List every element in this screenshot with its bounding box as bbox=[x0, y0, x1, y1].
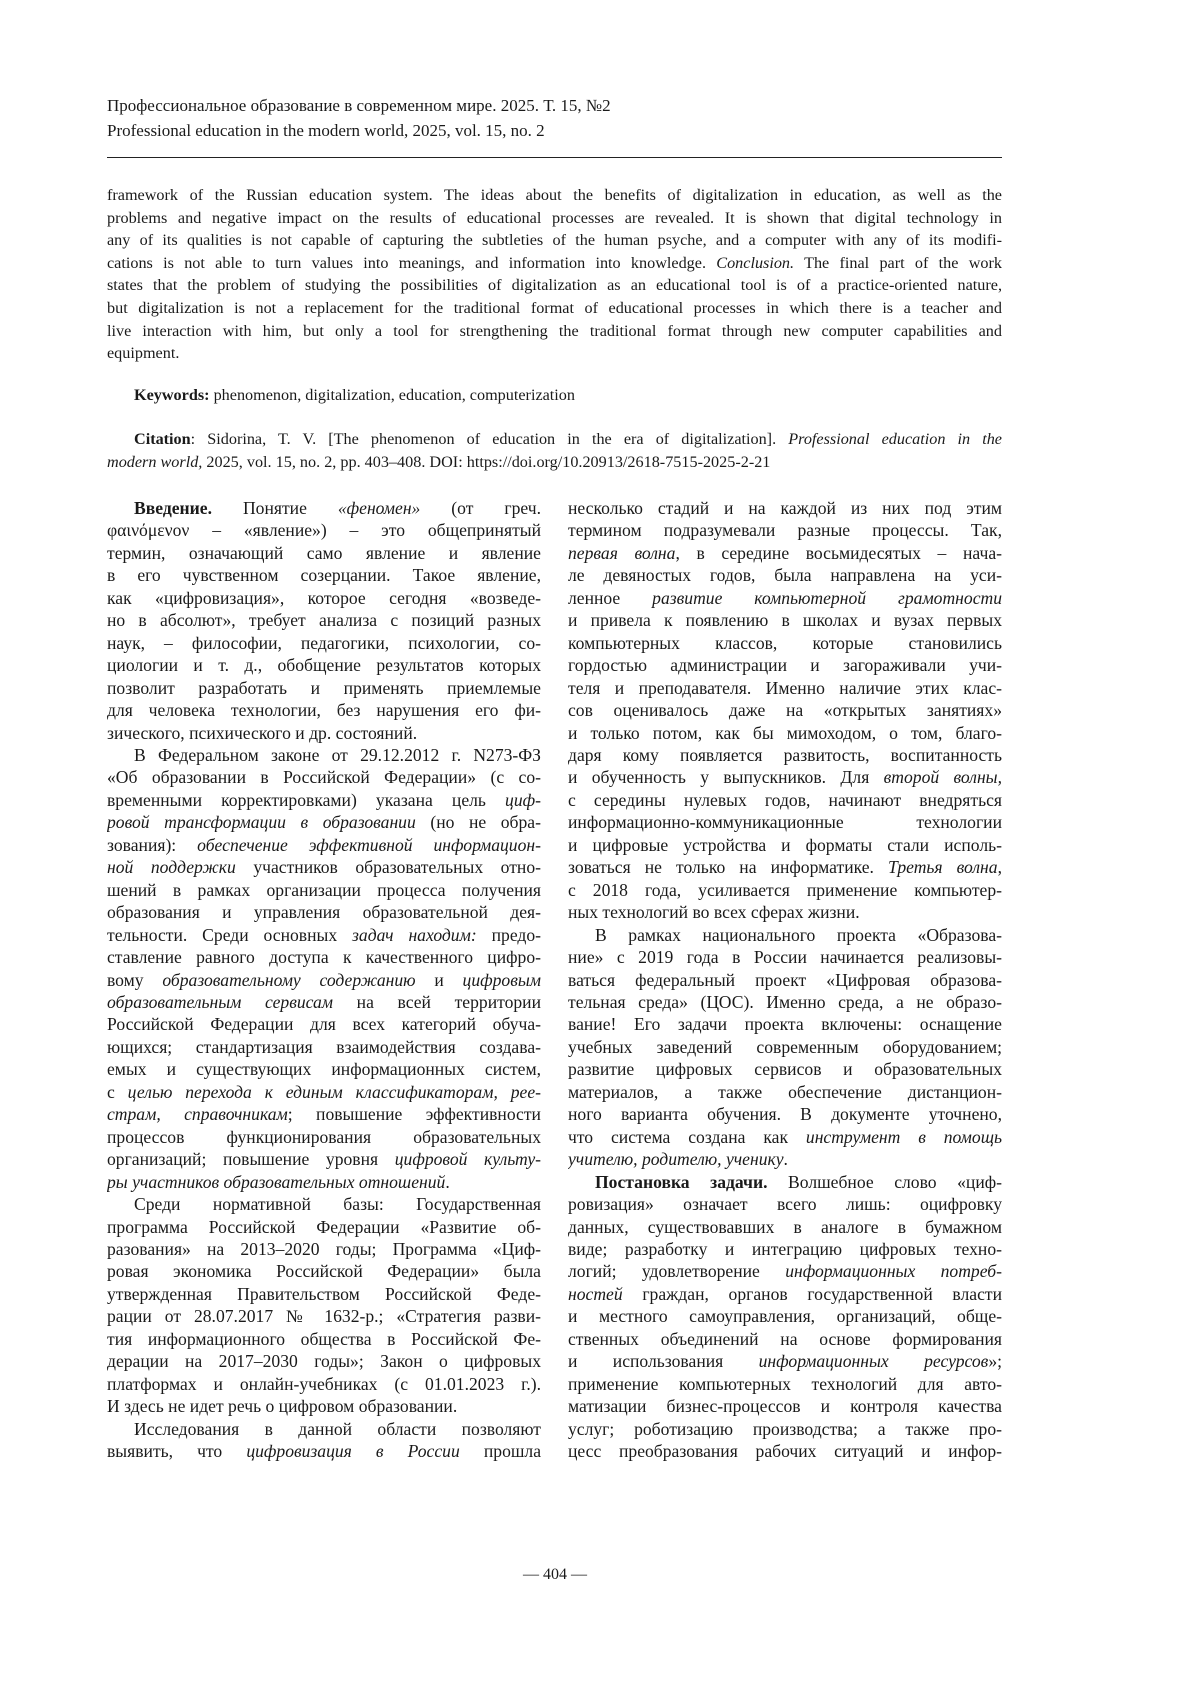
text-segment: дерации на 2017–2030 годы»; Закон о цифровых bbox=[107, 1351, 541, 1371]
text-segment: рации от 28.07.2017 № 1632-р.; «Стратегия разви- bbox=[107, 1306, 541, 1326]
text-line bbox=[568, 901, 1002, 923]
citation bbox=[107, 428, 1002, 473]
text-segment: Исследования в данной области позволяют bbox=[134, 1419, 541, 1439]
text-segment: участников образовательных отно- bbox=[236, 857, 541, 877]
text-segment: зического, психического и др. состояний. bbox=[107, 723, 417, 743]
italic-text: циф- bbox=[505, 790, 541, 810]
paragraph bbox=[568, 1171, 1002, 1463]
text-segment: образования и управления образовательной дея- bbox=[107, 902, 541, 922]
text-segment: «Об образовании в Российской Федерации» (с со- bbox=[107, 767, 541, 787]
text-segment: виде; разработку и интеграцию цифровых техно- bbox=[568, 1239, 1002, 1259]
text-segment: и использования bbox=[568, 1351, 759, 1371]
text-line bbox=[568, 1283, 1002, 1305]
text-segment: на всей территории bbox=[333, 992, 541, 1012]
text-segment: , bbox=[998, 857, 1002, 877]
text-segment: cations is not able to turn values into meanings, and information into knowledge. bbox=[107, 254, 716, 272]
text-line bbox=[107, 1081, 541, 1103]
text-line bbox=[107, 587, 541, 609]
bold-text: Citation bbox=[134, 430, 191, 448]
paragraph bbox=[568, 924, 1002, 1171]
italic-text: обеспечение эффективной информацион- bbox=[197, 835, 541, 855]
abstract bbox=[107, 184, 1002, 365]
text-line bbox=[107, 1260, 541, 1282]
text-line bbox=[568, 722, 1002, 744]
body-column-left bbox=[107, 497, 541, 1462]
text-segment: циологии и т. д., обобщение результатов которых bbox=[107, 655, 541, 675]
text-line bbox=[568, 1238, 1002, 1260]
text-segment: ющихся; стандартизация взаимодействия создава- bbox=[107, 1037, 541, 1057]
text-segment: с 2018 года, усиливается применение компьютер- bbox=[568, 880, 1002, 900]
text-line bbox=[107, 924, 541, 946]
text-segment: и цифровые устройства и форматы стали исполь- bbox=[568, 835, 1002, 855]
text-line bbox=[107, 1418, 541, 1440]
text-line bbox=[568, 497, 1002, 519]
text-line bbox=[107, 609, 541, 631]
text-line bbox=[107, 834, 541, 856]
text-segment: матизации бизнес-процессов и контроля качества bbox=[568, 1396, 1002, 1416]
italic-text: образовательным сервисам bbox=[107, 992, 333, 1012]
text-line bbox=[568, 632, 1002, 654]
text-line bbox=[107, 519, 541, 541]
text-line bbox=[568, 789, 1002, 811]
text-segment: информационно-коммуникационные технологии bbox=[568, 812, 1002, 832]
text-segment: позволит разработать и применять приемлемые bbox=[107, 678, 541, 698]
text-line bbox=[107, 1305, 541, 1327]
header-divider bbox=[107, 157, 1002, 158]
text-segment: термин, означающий само явление и явление bbox=[107, 543, 541, 563]
text-line bbox=[568, 564, 1002, 586]
text-line bbox=[568, 924, 1002, 946]
text-segment: φαινόμενον – «явление») – это общепринятый bbox=[107, 520, 541, 540]
text-line bbox=[568, 1081, 1002, 1103]
italic-text: страм, справочникам bbox=[107, 1104, 288, 1124]
text-segment: что система создана как bbox=[568, 1127, 806, 1147]
italic-text: инструмент в помощь bbox=[806, 1127, 1002, 1147]
italic-text: Conclusion. bbox=[716, 254, 794, 272]
text-segment: зования): bbox=[107, 835, 197, 855]
text-line bbox=[568, 1103, 1002, 1125]
bold-text: Введение. bbox=[134, 498, 212, 518]
text-line bbox=[107, 901, 541, 923]
italic-text: «феномен» bbox=[338, 498, 421, 518]
bold-text: Постановка задачи. bbox=[595, 1172, 767, 1192]
text-segment: разования» на 2013–2020 годы; Программа «Циф- bbox=[107, 1239, 541, 1259]
text-segment: . bbox=[784, 1149, 788, 1169]
running-header bbox=[107, 93, 611, 143]
text-line bbox=[568, 609, 1002, 631]
page-number: — 404 — bbox=[0, 1566, 1110, 1584]
text-segment: : Sidorina, T. V. [The phenomenon of education in the era of digitalization]. bbox=[191, 430, 789, 448]
text-segment: live interaction with him, but only a tool for strengthening the traditional format through new computer capabilities and bbox=[107, 322, 1002, 340]
text-segment: для человека технологии, без нарушения его фи- bbox=[107, 700, 541, 720]
text-segment: В Федеральном законе от 29.12.2012 г. N273-ФЗ bbox=[134, 745, 541, 765]
text-line bbox=[107, 632, 541, 654]
text-line bbox=[568, 946, 1002, 968]
text-line bbox=[107, 1350, 541, 1372]
text-line bbox=[107, 342, 1002, 365]
text-segment: тия информационного общества в Российской Фе- bbox=[107, 1329, 541, 1349]
text-segment: термином подразумевали разные процессы. Так, bbox=[568, 520, 1002, 540]
text-line bbox=[568, 811, 1002, 833]
text-segment: шений в рамках организации процесса получения bbox=[107, 880, 541, 900]
text-line bbox=[107, 252, 1002, 275]
italic-text: информационных ресурсов bbox=[759, 1351, 989, 1371]
text-segment: Среди нормативной базы: Государственная bbox=[134, 1194, 541, 1214]
text-line bbox=[568, 1013, 1002, 1035]
paragraph bbox=[107, 1418, 541, 1463]
text-segment: временными корректировками) указана цель bbox=[107, 790, 505, 810]
text-line bbox=[107, 1058, 541, 1080]
italic-text: целью перехода к единым классификаторам, рее- bbox=[128, 1082, 541, 1102]
text-line bbox=[568, 1418, 1002, 1440]
text-segment: (но не обра- bbox=[416, 812, 541, 832]
text-segment: ле девяностых годов, была направлена на уси- bbox=[568, 565, 1002, 585]
text-line bbox=[107, 1193, 541, 1215]
text-segment: данных, существовавших в аналоге в бумажном bbox=[568, 1217, 1002, 1237]
text-segment: предо- bbox=[477, 925, 541, 945]
text-line bbox=[568, 969, 1002, 991]
text-segment: ровизация» означает всего лишь: оцифровку bbox=[568, 1194, 1002, 1214]
italic-text: первая волна bbox=[568, 543, 675, 563]
text-line bbox=[107, 428, 1002, 451]
paragraph bbox=[107, 1193, 541, 1418]
text-line bbox=[568, 744, 1002, 766]
text-line bbox=[107, 320, 1002, 343]
text-line bbox=[568, 1216, 1002, 1238]
text-line bbox=[107, 1328, 541, 1350]
text-segment: теля и преподавателя. Именно наличие этих клас- bbox=[568, 678, 1002, 698]
text-segment: развитие цифровых сервисов и образовательных bbox=[568, 1059, 1002, 1079]
paragraph bbox=[107, 744, 541, 1193]
text-segment: и местного самоуправления, организаций, обще- bbox=[568, 1306, 1002, 1326]
text-segment: выявить, что bbox=[107, 1441, 246, 1461]
text-line bbox=[107, 1373, 541, 1395]
text-line bbox=[107, 789, 541, 811]
text-segment: как «цифровизация», которое сегодня «возведе- bbox=[107, 588, 541, 608]
text-segment: вание! Его задачи проекта включены: оснащение bbox=[568, 1014, 1002, 1034]
text-line bbox=[568, 587, 1002, 609]
text-segment: зоваться не только на информатике. bbox=[568, 857, 888, 877]
text-line bbox=[568, 834, 1002, 856]
text-line bbox=[568, 654, 1002, 676]
keywords-text: phenomenon, digitalization, education, computerization bbox=[210, 386, 575, 404]
text-segment: утвержденная Правительством Российской Феде- bbox=[107, 1284, 541, 1304]
text-segment: И здесь не идет речь о цифровом образовании. bbox=[107, 1396, 457, 1416]
journal-title-en: Professional education in the modern world, 2025, vol. 15, no. 2 bbox=[107, 118, 611, 143]
paragraph bbox=[107, 497, 541, 744]
keywords bbox=[107, 384, 1002, 407]
text-line bbox=[107, 542, 541, 564]
body-column-right bbox=[568, 497, 1002, 1462]
text-segment: (от греч. bbox=[420, 498, 541, 518]
text-segment: The final part of the work bbox=[794, 254, 1002, 272]
text-line bbox=[107, 946, 541, 968]
italic-text: цифровой культу- bbox=[395, 1149, 541, 1169]
text-line bbox=[568, 542, 1002, 564]
text-line bbox=[568, 1260, 1002, 1282]
text-line bbox=[107, 1238, 541, 1260]
text-line bbox=[568, 1395, 1002, 1417]
text-line bbox=[568, 1328, 1002, 1350]
text-line bbox=[568, 856, 1002, 878]
text-segment: 2025, vol. 15, no. 2, pp. 403–408. DOI: https://doi.org/10.20913/2618-7515-2025-2-21 bbox=[202, 453, 770, 471]
text-segment: но в абсолют», требует анализа с позиций разных bbox=[107, 610, 541, 630]
italic-text: развитие компьютерной грамотности bbox=[652, 588, 1002, 608]
text-line bbox=[107, 497, 541, 519]
text-line bbox=[107, 991, 541, 1013]
italic-text: второй волны, bbox=[884, 767, 1002, 787]
text-line bbox=[568, 1126, 1002, 1148]
text-line bbox=[107, 677, 541, 699]
text-line bbox=[107, 1103, 541, 1125]
text-segment: ного варианта обучения. В документе уточнено, bbox=[568, 1104, 1002, 1124]
text-segment: ственных объединений на основе формирования bbox=[568, 1329, 1002, 1349]
text-segment: программа Российской Федерации «Развитие об- bbox=[107, 1217, 541, 1237]
text-segment: услуг; роботизацию производства; а также про- bbox=[568, 1419, 1002, 1439]
text-segment: материалов, а также обеспечение дистанцион- bbox=[568, 1082, 1002, 1102]
italic-text: ровой трансформации в образовании bbox=[107, 812, 416, 832]
text-line bbox=[107, 1036, 541, 1058]
text-segment: В рамках национального проекта «Образова- bbox=[595, 925, 1002, 945]
text-line bbox=[107, 1126, 541, 1148]
text-segment: Российской Федерации для всех категорий обуча- bbox=[107, 1014, 541, 1034]
text-segment: с середины нулевых годов, начинают внедряться bbox=[568, 790, 1002, 810]
text-line bbox=[568, 677, 1002, 699]
text-line bbox=[107, 1171, 541, 1193]
text-line bbox=[107, 1283, 541, 1305]
italic-text: ры участников образовательных отношений bbox=[107, 1172, 445, 1192]
text-line bbox=[107, 297, 1002, 320]
text-segment: ных технологий во всех сферах жизни. bbox=[568, 902, 860, 922]
text-line bbox=[568, 1305, 1002, 1327]
text-line bbox=[107, 811, 541, 833]
text-segment: but digitalization is not a replacement for the traditional format of educational processes in which there is a teacher and bbox=[107, 299, 1002, 317]
journal-title-ru: Профессиональное образование в современном мире. 2025. Т. 15, №2 bbox=[107, 93, 611, 118]
text-segment: в его чувственном созерцании. Такое явление, bbox=[107, 565, 541, 585]
text-segment: платформах и онлайн-учебниках (с 01.01.2023 г.). bbox=[107, 1374, 541, 1394]
text-line bbox=[107, 654, 541, 676]
text-segment: ленное bbox=[568, 588, 652, 608]
text-line bbox=[568, 1058, 1002, 1080]
text-segment: Понятие bbox=[212, 498, 338, 518]
text-line bbox=[107, 879, 541, 901]
text-segment: сов оценивалось даже на «открытых занятиях» bbox=[568, 700, 1002, 720]
text-segment: компьютерных классов, которые становились bbox=[568, 633, 1002, 653]
text-segment: вому bbox=[107, 970, 162, 990]
text-line bbox=[107, 744, 541, 766]
text-segment: и привела к появлению в школах и вузах первых bbox=[568, 610, 1002, 630]
text-segment: логий; удовлетворение bbox=[568, 1261, 785, 1281]
text-segment: »; bbox=[988, 1351, 1002, 1371]
text-segment: применение компьютерных технологий для авто- bbox=[568, 1374, 1002, 1394]
text-segment: граждан, органов государственной власти bbox=[623, 1284, 1002, 1304]
text-line bbox=[107, 229, 1002, 252]
text-line bbox=[107, 207, 1002, 230]
text-line bbox=[568, 1350, 1002, 1372]
text-segment: problems and negative impact on the results of educational processes are revealed. It is shown that digital technology in bbox=[107, 209, 1002, 227]
text-segment: ровая экономика Российской Федерации» была bbox=[107, 1261, 541, 1281]
italic-text: задач находим: bbox=[352, 925, 477, 945]
text-line bbox=[107, 722, 541, 744]
italic-text: Professional education in the bbox=[788, 430, 1002, 448]
text-segment: прошла bbox=[460, 1441, 541, 1461]
italic-text: ностей bbox=[568, 1284, 623, 1304]
text-line bbox=[568, 519, 1002, 541]
text-line bbox=[568, 1193, 1002, 1215]
text-line bbox=[107, 451, 1002, 474]
text-segment: и bbox=[416, 970, 463, 990]
text-line bbox=[568, 1440, 1002, 1462]
text-line bbox=[107, 856, 541, 878]
text-line bbox=[568, 699, 1002, 721]
text-line bbox=[568, 1171, 1002, 1193]
text-segment: Волшебное слово «циф- bbox=[767, 1172, 1002, 1192]
text-line bbox=[568, 766, 1002, 788]
text-line bbox=[107, 1013, 541, 1035]
text-segment: тельности. Среди основных bbox=[107, 925, 352, 945]
text-segment: и обученность у выпускников. Для bbox=[568, 767, 884, 787]
text-segment: equipment. bbox=[107, 344, 179, 362]
text-segment: несколько стадий и на каждой из них под этим bbox=[568, 498, 1002, 518]
text-line bbox=[107, 1216, 541, 1238]
text-line bbox=[568, 991, 1002, 1013]
text-segment: и только потом, как бы мимоходом, о том, благо- bbox=[568, 723, 1002, 743]
text-segment: states that the problem of studying the possibilities of digitalization as an educational tool is of a practice-oriented nature, bbox=[107, 276, 1002, 294]
text-segment: процессов функционирования образовательных bbox=[107, 1127, 541, 1147]
text-segment: ставление равного доступа к качественного цифро- bbox=[107, 947, 541, 967]
text-segment: с bbox=[107, 1082, 128, 1102]
text-line bbox=[107, 274, 1002, 297]
text-line bbox=[568, 1148, 1002, 1170]
text-segment: тельная среда» (ЦОС). Именно среда, а не образо- bbox=[568, 992, 1002, 1012]
text-line bbox=[107, 699, 541, 721]
text-segment: ваться федеральный проект «Цифровая образова- bbox=[568, 970, 1002, 990]
text-line bbox=[107, 766, 541, 788]
text-segment: даря кому появляется развитость, воспитанность bbox=[568, 745, 1002, 765]
text-segment: учебных заведений современным оборудованием; bbox=[568, 1037, 1002, 1057]
text-segment: гордостью администрации и загораживали учи- bbox=[568, 655, 1002, 675]
text-line bbox=[568, 879, 1002, 901]
text-segment: , в середине восьмидесятых – нача- bbox=[675, 543, 1002, 563]
text-segment: организаций; повышение уровня bbox=[107, 1149, 395, 1169]
text-line bbox=[107, 564, 541, 586]
keywords-label: Keywords: bbox=[134, 386, 210, 404]
text-line bbox=[107, 1395, 541, 1417]
paragraph bbox=[568, 497, 1002, 924]
text-segment: цесс преобразования рабочих ситуаций и инфор- bbox=[568, 1441, 1002, 1461]
italic-text: информационных потреб- bbox=[785, 1261, 1002, 1281]
text-segment: емых и существующих информационных систем, bbox=[107, 1059, 541, 1079]
text-line bbox=[107, 1148, 541, 1170]
text-line bbox=[107, 969, 541, 991]
text-segment: framework of the Russian education system. The ideas about the benefits of digitalization in education, as well as the bbox=[107, 186, 1002, 204]
text-line bbox=[568, 1036, 1002, 1058]
text-segment: . bbox=[445, 1172, 449, 1192]
text-line bbox=[568, 1373, 1002, 1395]
italic-text: ной поддержки bbox=[107, 857, 236, 877]
italic-text: Третья волна bbox=[888, 857, 998, 877]
text-line bbox=[107, 1440, 541, 1462]
italic-text: цифровым bbox=[463, 970, 541, 990]
italic-text: учителю, родителю, ученику bbox=[568, 1149, 784, 1169]
italic-text: modern world, bbox=[107, 453, 202, 471]
italic-text: образовательному содержанию bbox=[162, 970, 415, 990]
text-segment: any of its qualities is not capable of capturing the subtleties of the human psyche, and a computer with any of its modifi- bbox=[107, 231, 1002, 249]
text-line bbox=[107, 184, 1002, 207]
text-segment: ; повышение эффективности bbox=[288, 1104, 541, 1124]
text-segment: наук, – философии, педагогики, психологии, со- bbox=[107, 633, 541, 653]
text-segment: ние» с 2019 года в России начинается реализовы- bbox=[568, 947, 1002, 967]
italic-text: цифровизация в России bbox=[246, 1441, 459, 1461]
